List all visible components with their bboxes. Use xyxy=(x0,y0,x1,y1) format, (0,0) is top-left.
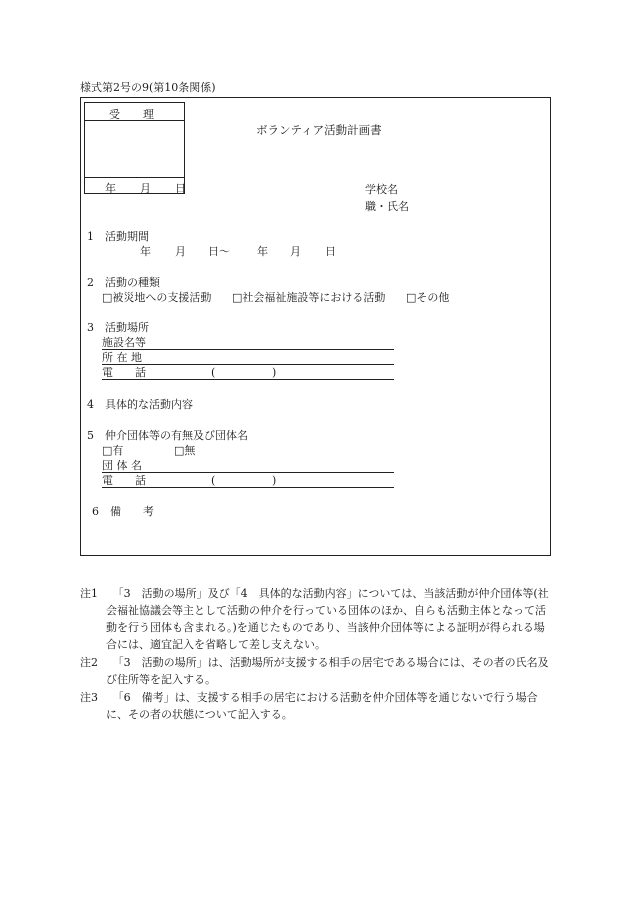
section1-heading: 1 活動期間 xyxy=(87,230,149,243)
note-2 xyxy=(80,654,550,688)
note-1 xyxy=(80,585,550,653)
option-disaster-support[interactable]: □被災地への支援活動 xyxy=(102,291,212,304)
form-id: 様式第2号の9(第10条関係) xyxy=(80,81,216,94)
org-phone-paren-close: ) xyxy=(272,474,277,487)
address-line[interactable] xyxy=(102,364,394,365)
org-phone-label: 電 話 xyxy=(102,474,146,487)
position-name-label: 職・氏名 xyxy=(365,200,409,213)
option-other[interactable]: □その他 xyxy=(406,291,450,304)
period-month-to: 月 xyxy=(290,245,301,258)
facility-name-label: 施設名等 xyxy=(102,336,146,349)
note-1-text: 「3 活動の場所」及び「4 具体的な活動内容」については、当該活動が仲介団体等(社会福祉協議会等主として活動の仲介を行っている団体のほか、自らも活動主体となって活動を行う団体も含まれる。)を通じたものであり、当該仲介団体等による証明が得られる場合には、適宜記入を省略して差し支えない。 xyxy=(106,587,549,651)
period-month-from: 月 xyxy=(175,245,186,258)
org-name-line[interactable] xyxy=(102,472,394,473)
facility-name-line[interactable] xyxy=(102,349,394,350)
period-day-from: 日〜 xyxy=(208,245,230,258)
place-phone-paren-close: ) xyxy=(272,366,277,379)
period-year-from: 年 xyxy=(140,245,151,258)
section6-heading: 6 備 考 xyxy=(92,505,154,518)
section2-heading: 2 活動の種類 xyxy=(87,276,160,289)
section5-heading: 5 仲介団体等の有無及び団体名 xyxy=(87,429,248,442)
receipt-day: 日 xyxy=(175,182,186,195)
receipt-label: 受 理 xyxy=(109,108,160,121)
receipt-stamp-header xyxy=(85,103,184,121)
org-name-label: 団 体 名 xyxy=(102,459,142,472)
org-phone-paren-open: ( xyxy=(211,474,216,487)
receipt-month: 月 xyxy=(140,182,151,195)
page-title: ボランティア活動計画書 xyxy=(256,123,382,137)
place-phone-label: 電 話 xyxy=(102,366,146,379)
note-3-label: 注3 xyxy=(80,691,98,704)
note-3 xyxy=(80,689,550,723)
option-intermediary-no[interactable]: □無 xyxy=(174,444,196,457)
note-1-label: 注1 xyxy=(80,587,98,600)
address-label: 所 在 地 xyxy=(102,351,142,364)
option-welfare-facility[interactable]: □社会福祉施設等における活動 xyxy=(232,291,386,304)
note-3-text: 「6 備考」は、支援する相手の居宅における活動を仲介団体等を通じないで行う場合に、その者の状態について記入する。 xyxy=(106,691,538,721)
notes-section xyxy=(80,585,550,724)
period-year-to: 年 xyxy=(257,245,268,258)
place-phone-line[interactable] xyxy=(102,379,394,380)
note-2-label: 注2 xyxy=(80,656,98,669)
period-day-to: 日 xyxy=(325,245,336,258)
org-phone-line[interactable] xyxy=(102,487,394,488)
school-name-label: 学校名 xyxy=(365,183,398,196)
receipt-year: 年 xyxy=(105,182,116,195)
option-intermediary-yes[interactable]: □有 xyxy=(102,444,124,457)
section4-heading: 4 具体的な活動内容 xyxy=(87,398,193,411)
receipt-stamp-box xyxy=(84,102,185,194)
place-phone-paren-open: ( xyxy=(211,366,216,379)
receipt-date-row xyxy=(85,177,184,193)
section3-heading: 3 活動場所 xyxy=(87,321,149,334)
note-2-text: 「3 活動の場所」は、活動場所が支援する相手の居宅である場合には、その者の氏名及び住所等を記入する。 xyxy=(106,656,549,686)
